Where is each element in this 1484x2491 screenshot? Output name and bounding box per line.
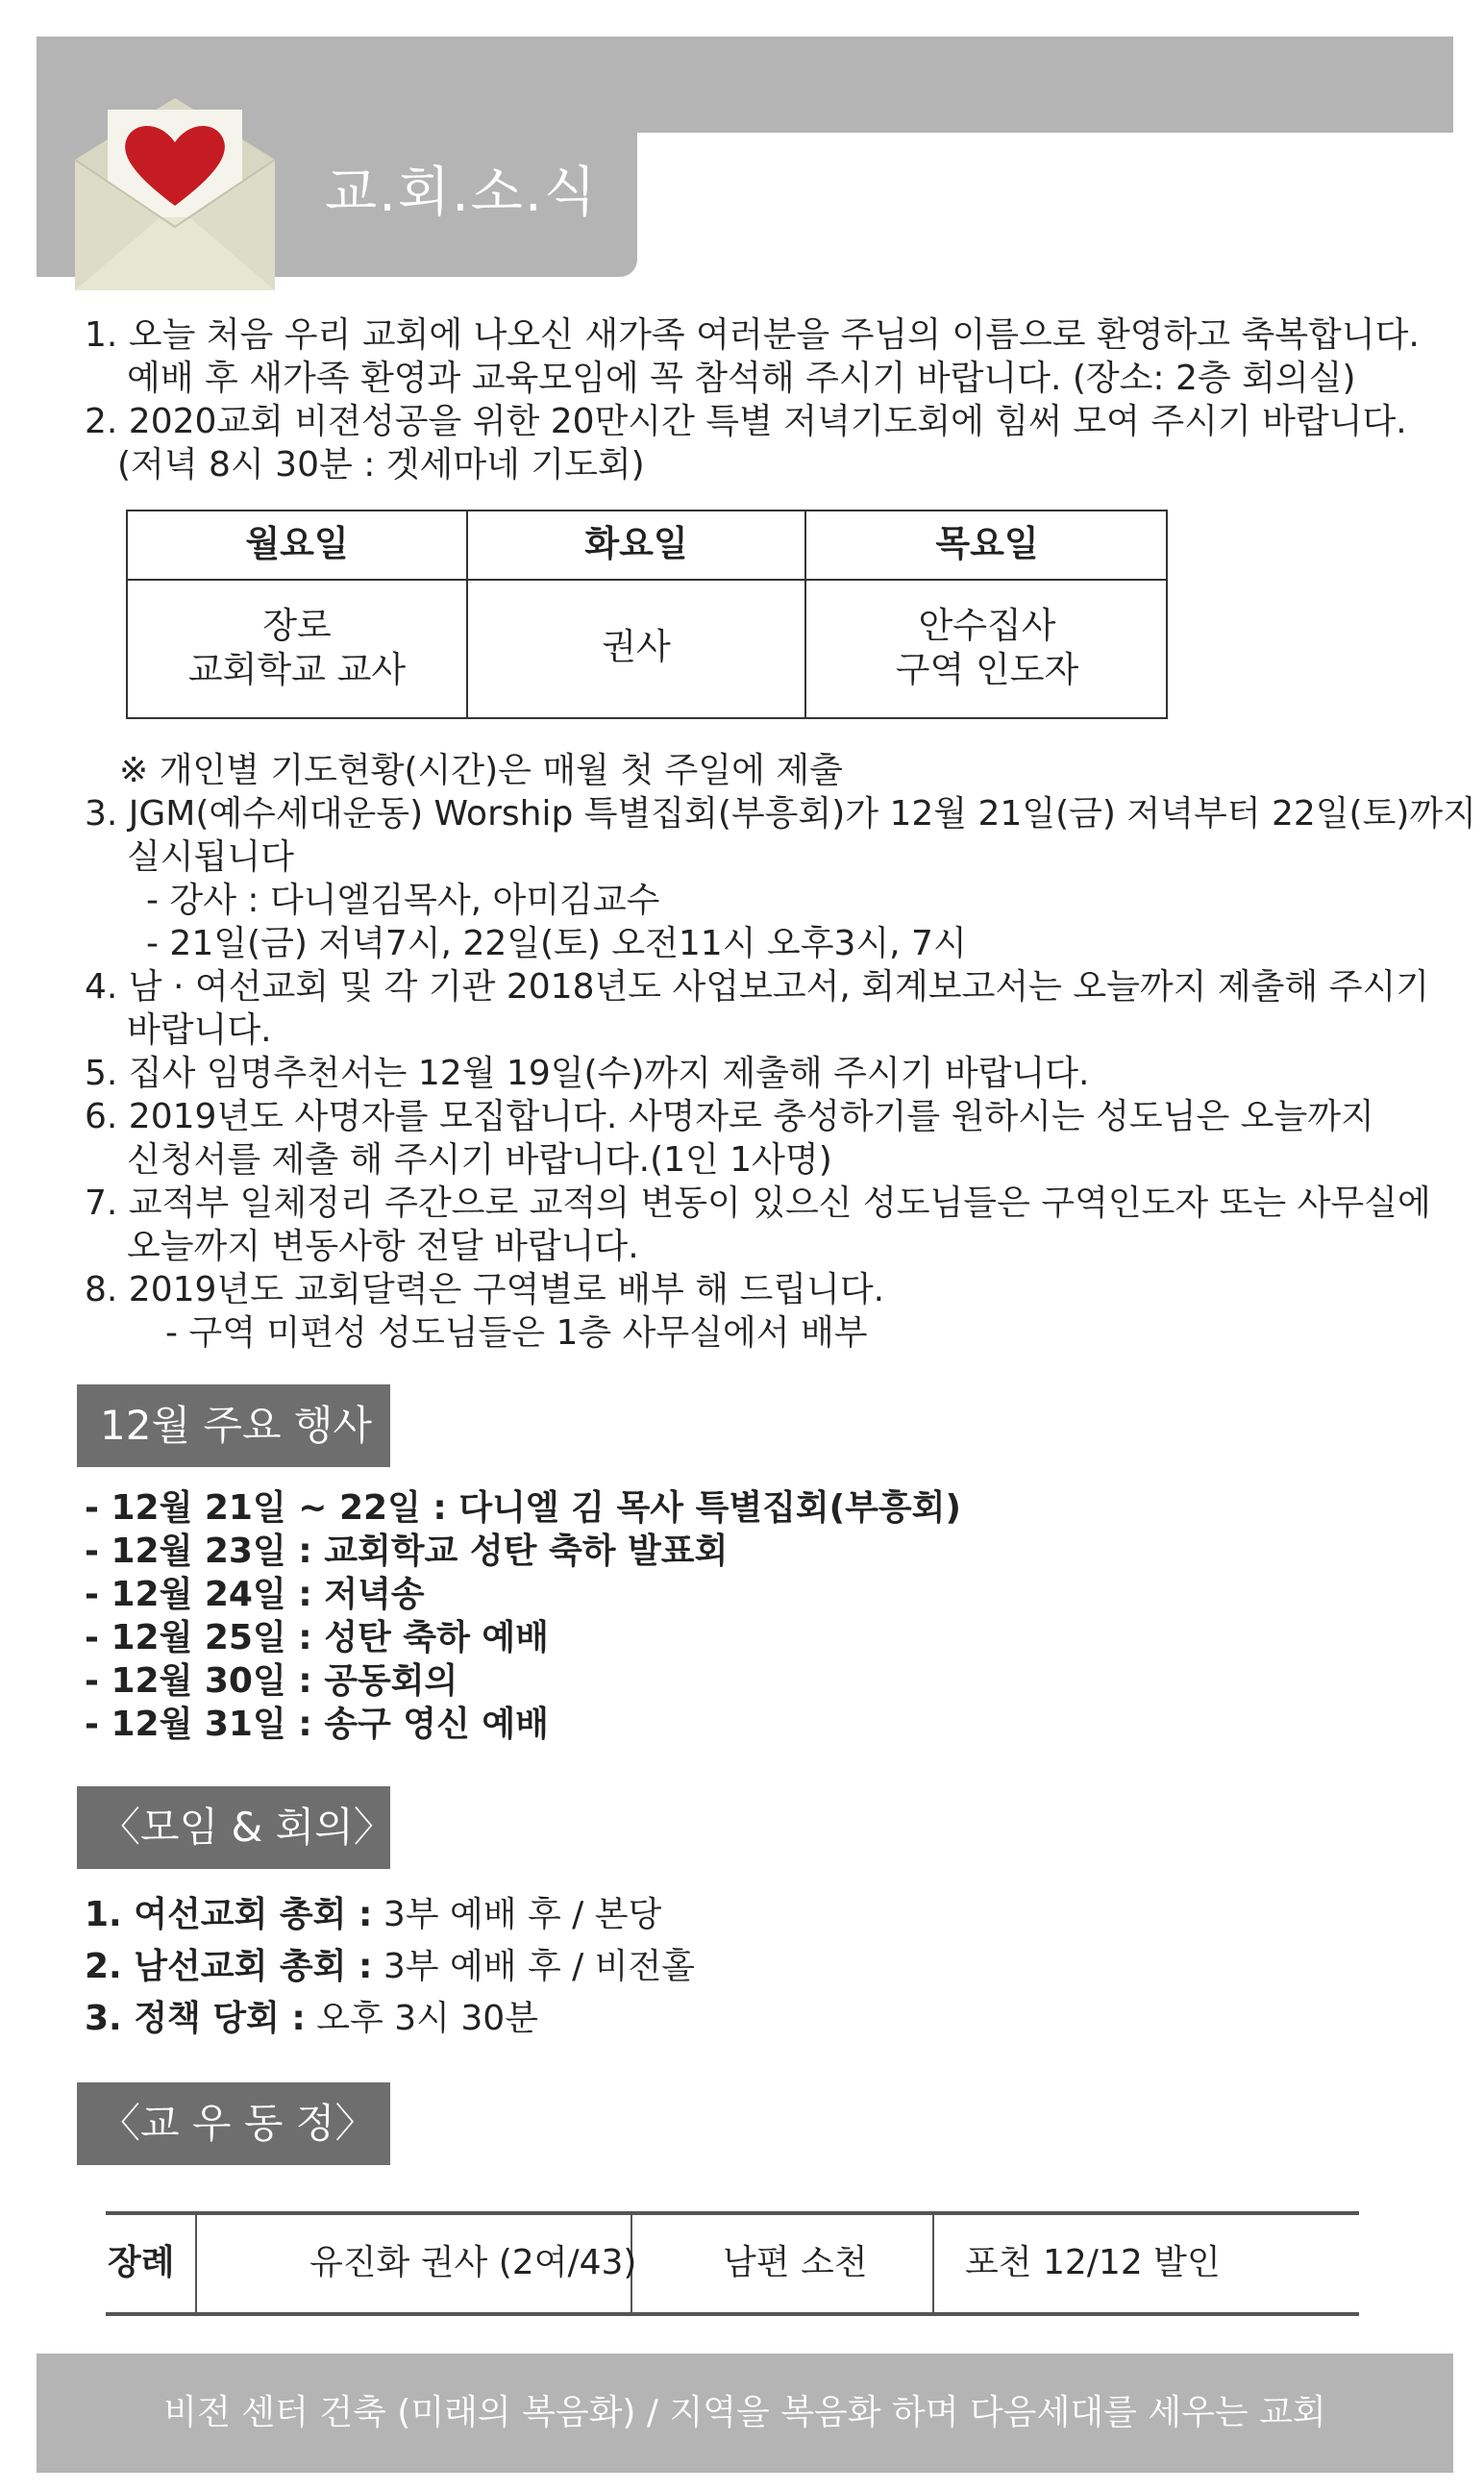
page-title: 교.회.소.식 [325, 162, 598, 224]
news-line: 8. 2019년도 교회달력은 구역별로 배부 해 드립니다. [85, 1270, 885, 1309]
schedule-header: 월요일 [245, 523, 349, 564]
prayer-schedule-table [126, 510, 1168, 719]
meetings-section-title: 〈모임 & 회의〉 [77, 1786, 390, 1869]
news-line: 3. JGM(예수세대운동) Worship 특별집회(부흥회)가 12월 21일(금) 저녁부터 22일(토)까지 [85, 794, 1476, 834]
event-item: - 12월 31일 : 송구 영신 예배 [85, 1705, 549, 1744]
events-section-title: 12월 주요 행사 [77, 1384, 390, 1467]
event-item: - 12월 25일 : 성탄 축하 예배 [85, 1618, 549, 1657]
table-divider [195, 2215, 197, 2312]
schedule-cell: 교회학교 교사 [187, 649, 407, 690]
member-news-relation: 남편 소천 [723, 2243, 868, 2282]
meeting-detail: 오후 3시 30분 [305, 1999, 538, 2038]
schedule-header: 목요일 [935, 523, 1039, 564]
meeting-detail: 3부 예배 후 / 비전홀 [372, 1947, 696, 1986]
news-line: 2. 2020교회 비젼성공을 위한 20만시간 특별 저녁기도회에 힘써 모여 주시기 바랍니다. [85, 402, 1407, 441]
news-line: 5. 집사 임명추천서는 12월 19일(수)까지 제출해 주시기 바랍니다. [85, 1054, 1090, 1093]
news-line: 오늘까지 변동사항 전달 바랍니다. [127, 1227, 639, 1266]
meeting-name: 2. 남선교회 총회 : [85, 1947, 373, 1986]
news-line: 4. 남 · 여선교회 및 각 기관 2018년도 사업보고서, 회계보고서는 오늘까지 제출해 주시기 [85, 967, 1430, 1007]
meeting-item [85, 1946, 695, 1988]
schedule-cell: 구역 인도자 [895, 649, 1079, 690]
news-line: ※ 개인별 기도현황(시간)은 매월 첫 주일에 제출 [119, 751, 843, 790]
news-line: 1. 오늘 처음 우리 교회에 나오신 새가족 여러분을 주님의 이름으로 환영하고 축복합니다. [85, 315, 1420, 355]
news-line: 신청서를 제출 해 주시기 바랍니다.(1인 1사명) [127, 1140, 832, 1180]
schedule-cell: 장로 [262, 605, 332, 646]
members-section-title: 〈교 우 동 정〉 [77, 2082, 390, 2165]
footer-slogan: 비전 센터 건축 (미래의 복음화) / 지역을 복음화 하며 다음세대를 세우는 교회 [163, 2393, 1326, 2432]
news-line: 바랍니다. [127, 1010, 272, 1050]
news-line: - 강사 : 다니엘김목사, 아미김교수 [146, 881, 660, 920]
event-item: - 12월 23일 : 교회학교 성탄 축하 발표회 [85, 1532, 729, 1571]
event-item: - 12월 21일 ~ 22일 : 다니엘 김 목사 특별집회(부흥회) [85, 1488, 961, 1528]
member-news-type: 장례 [108, 2243, 175, 2282]
news-line: 7. 교적부 일체정리 주간으로 교적의 변동이 있으신 성도님들은 구역인도자 또는 사무실에 [85, 1183, 1431, 1223]
schedule-cell: 안수집사 [918, 605, 1056, 646]
table-divider [932, 2215, 934, 2312]
table-border-bottom [106, 2312, 1359, 2316]
schedule-header: 화요일 [584, 523, 688, 564]
meeting-name: 1. 여선교회 총회 : [85, 1895, 373, 1934]
news-line: 6. 2019년도 사명자를 모집합니다. 사명자로 충성하기를 원하시는 성도님은 오늘까지 [85, 1097, 1374, 1136]
news-line: 예배 후 새가족 환영과 교육모임에 꼭 참석해 주시기 바랍니다. (장소: 2층 회의실) [127, 359, 1356, 398]
news-line: - 21일(금) 저녁7시, 22일(토) 오전11시 오후3시, 7시 [146, 924, 967, 963]
news-line: - 구역 미편성 성도님들은 1층 사무실에서 배부 [165, 1313, 868, 1353]
table-border-top [106, 2211, 1359, 2215]
meeting-item [85, 1894, 661, 1936]
envelope-heart-icon [69, 92, 281, 294]
member-news-note: 포천 12/12 발인 [965, 2243, 1221, 2282]
event-item: - 12월 30일 : 공동회의 [85, 1661, 458, 1701]
news-line: (저녁 8시 30분 : 겟세마네 기도회) [117, 445, 645, 485]
member-news-person: 유진화 권사 (2여/43) [309, 2243, 637, 2282]
news-line: 실시됩니다 [127, 837, 294, 877]
meeting-name: 3. 정책 당회 : [85, 1999, 306, 2038]
meeting-item [85, 1998, 538, 2040]
schedule-cell: 권사 [602, 626, 671, 667]
event-item: - 12월 24일 : 저녁송 [85, 1575, 425, 1614]
meeting-detail: 3부 예배 후 / 본당 [372, 1895, 662, 1934]
